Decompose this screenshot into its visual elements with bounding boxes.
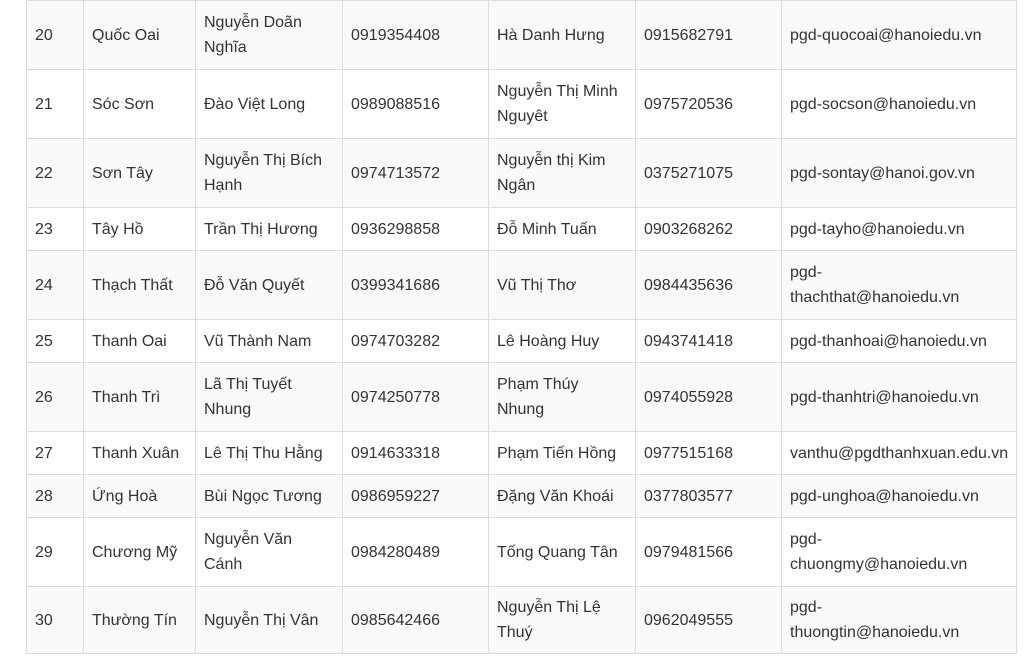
head-name: Vũ Thành Nam <box>196 320 343 363</box>
head-name: Bùi Ngọc Tương <box>196 475 343 518</box>
district-name: Quốc Oai <box>84 1 196 70</box>
contact-name: Nguyễn Thị Minh Nguyêt <box>489 70 636 139</box>
email-address: vanthu@pgdthanhxuan.edu.vn <box>782 432 1017 475</box>
head-phone: 0974703282 <box>343 320 489 363</box>
head-name: Trần Thị Hương <box>196 208 343 251</box>
contact-phone: 0974055928 <box>636 363 782 432</box>
email-address: pgd-unghoa@hanoiedu.vn <box>782 475 1017 518</box>
district-name: Sơn Tây <box>84 139 196 208</box>
district-name: Thường Tín <box>84 587 196 654</box>
contact-phone: 0984435636 <box>636 251 782 320</box>
contact-name: Vũ Thị Thơ <box>489 251 636 320</box>
head-name: Nguyễn Doãn Nghĩa <box>196 1 343 70</box>
contact-phone: 0375271075 <box>636 139 782 208</box>
row-number: 22 <box>27 139 84 208</box>
table-row <box>27 587 1017 654</box>
table-row <box>27 320 1017 363</box>
email-address: pgd-socson@hanoiedu.vn <box>782 70 1017 139</box>
contact-name: Nguyễn Thị Lệ Thuý <box>489 587 636 654</box>
head-name: Đỗ Văn Quyết <box>196 251 343 320</box>
head-phone: 0986959227 <box>343 475 489 518</box>
table-row <box>27 518 1017 587</box>
contact-name: Nguyễn thị Kim Ngân <box>489 139 636 208</box>
district-name: Thanh Xuân <box>84 432 196 475</box>
contact-name: Phạm Thúy Nhung <box>489 363 636 432</box>
district-name: Thanh Trì <box>84 363 196 432</box>
contact-name: Đỗ Minh Tuấn <box>489 208 636 251</box>
table-row <box>27 475 1017 518</box>
head-phone: 0914633318 <box>343 432 489 475</box>
district-name: Chương Mỹ <box>84 518 196 587</box>
contact-phone: 0903268262 <box>636 208 782 251</box>
email-address: pgd-thanhoai@hanoiedu.vn <box>782 320 1017 363</box>
contact-phone: 0977515168 <box>636 432 782 475</box>
contact-name: Lê Hoàng Huy <box>489 320 636 363</box>
district-name: Ứng Hoà <box>84 475 196 518</box>
email-address: pgd-sontay@hanoi.gov.vn <box>782 139 1017 208</box>
head-name: Lã Thị Tuyết Nhung <box>196 363 343 432</box>
table-row <box>27 363 1017 432</box>
head-phone: 0936298858 <box>343 208 489 251</box>
district-name: Thạch Thất <box>84 251 196 320</box>
row-number: 21 <box>27 70 84 139</box>
email-address: pgd- thuongtin@hanoiedu.vn <box>782 587 1017 654</box>
contact-name: Tống Quang Tân <box>489 518 636 587</box>
district-name: Sóc Sơn <box>84 70 196 139</box>
table-row <box>27 70 1017 139</box>
contact-name: Phạm Tiến Hồng <box>489 432 636 475</box>
table-row <box>27 432 1017 475</box>
contact-phone: 0975720536 <box>636 70 782 139</box>
row-number: 27 <box>27 432 84 475</box>
row-number: 23 <box>27 208 84 251</box>
row-number: 30 <box>27 587 84 654</box>
head-phone: 0985642466 <box>343 587 489 654</box>
email-address: pgd-quocoai@hanoiedu.vn <box>782 1 1017 70</box>
head-phone: 0974250778 <box>343 363 489 432</box>
head-name: Nguyễn Thị Vân <box>196 587 343 654</box>
table-row <box>27 251 1017 320</box>
email-address: pgd-tayho@hanoiedu.vn <box>782 208 1017 251</box>
row-number: 20 <box>27 1 84 70</box>
contacts-table <box>26 0 1017 654</box>
row-number: 28 <box>27 475 84 518</box>
district-name: Tây Hồ <box>84 208 196 251</box>
email-address: pgd- thachthat@hanoiedu.vn <box>782 251 1017 320</box>
head-phone: 0984280489 <box>343 518 489 587</box>
district-name: Thanh Oai <box>84 320 196 363</box>
head-phone: 0974713572 <box>343 139 489 208</box>
contact-phone: 0979481566 <box>636 518 782 587</box>
row-number: 29 <box>27 518 84 587</box>
row-number: 24 <box>27 251 84 320</box>
head-phone: 0919354408 <box>343 1 489 70</box>
head-name: Nguyễn Thị Bích Hạnh <box>196 139 343 208</box>
row-number: 25 <box>27 320 84 363</box>
head-name: Đào Việt Long <box>196 70 343 139</box>
contact-phone: 0943741418 <box>636 320 782 363</box>
head-phone: 0989088516 <box>343 70 489 139</box>
contact-phone: 0377803577 <box>636 475 782 518</box>
contact-phone: 0915682791 <box>636 1 782 70</box>
row-number: 26 <box>27 363 84 432</box>
head-name: Nguyễn Văn Cánh <box>196 518 343 587</box>
contact-phone: 0962049555 <box>636 587 782 654</box>
table-row <box>27 1 1017 70</box>
contact-name: Hà Danh Hưng <box>489 1 636 70</box>
email-address: pgd- chuongmy@hanoiedu.vn <box>782 518 1017 587</box>
head-name: Lê Thị Thu Hằng <box>196 432 343 475</box>
email-address: pgd-thanhtri@hanoiedu.vn <box>782 363 1017 432</box>
table-row <box>27 139 1017 208</box>
table-row <box>27 208 1017 251</box>
contact-name: Đặng Văn Khoái <box>489 475 636 518</box>
head-phone: 0399341686 <box>343 251 489 320</box>
